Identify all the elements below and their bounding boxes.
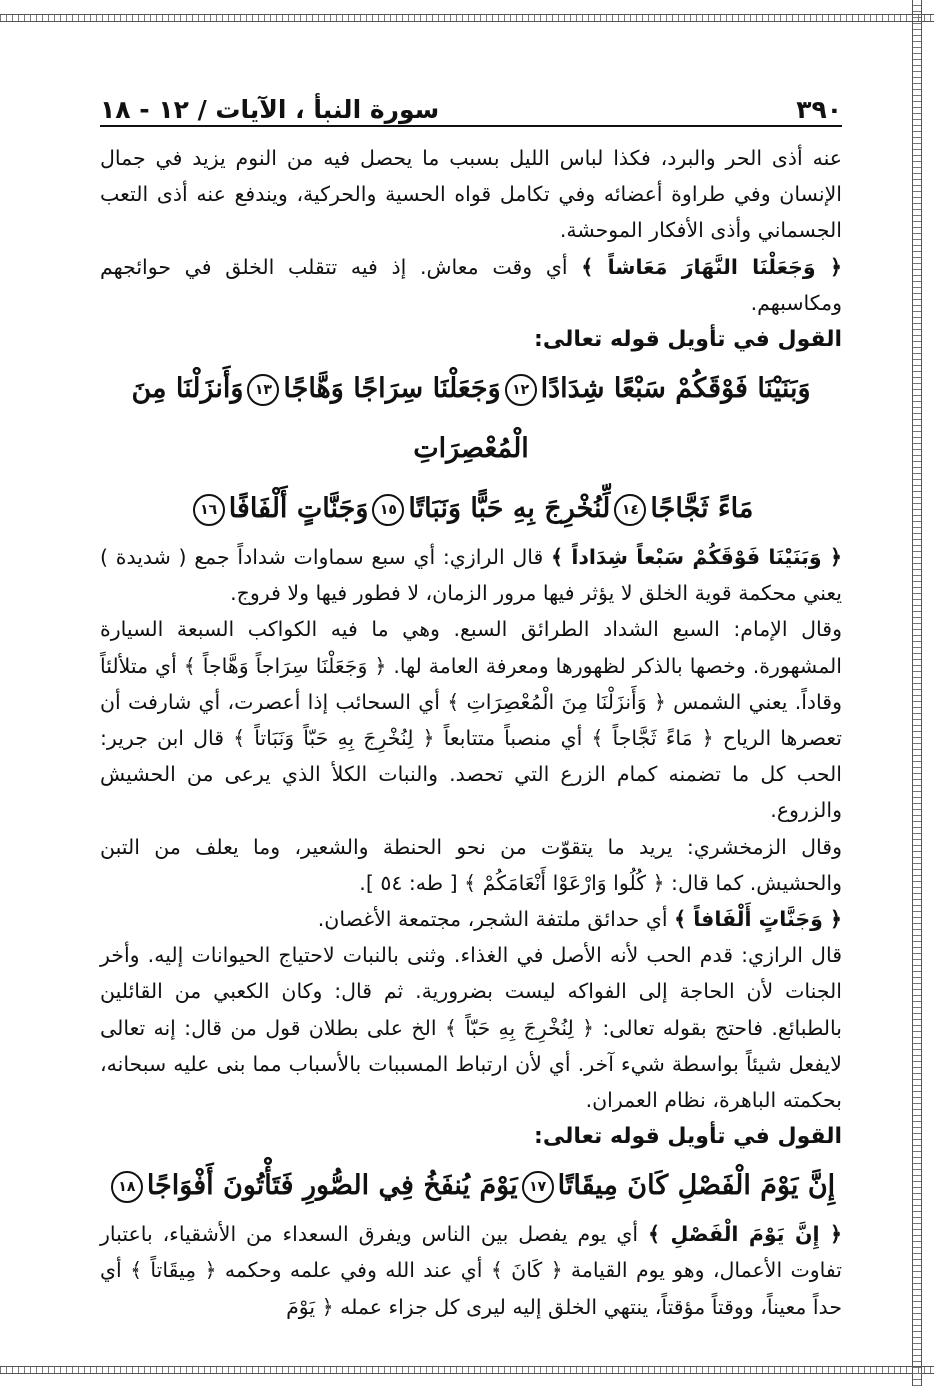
section-heading: القول في تأويل قوله تعالى: [534, 1124, 842, 1150]
paragraph [100, 1216, 842, 1325]
verse-text: وَجَعَلْنَا سِرَاجًا وَهَّاجًا [283, 373, 501, 405]
header-rule [100, 125, 842, 127]
page-body [100, 140, 842, 1325]
paragraph [100, 539, 842, 611]
page-header [100, 80, 842, 124]
top-ornamental-border [0, 0, 934, 34]
quoted-verse: ﴿ إِنَّ يَوْمَ الْفَصْلِ ﴾ [647, 1222, 842, 1247]
verse-text: وَبَنَيْنَا فَوْقَكُمْ سَبْعًا شِدَادًا [540, 373, 811, 405]
quoted-verse: ﴿ وَبَنَيْنَا فَوْقَكُمْ سَبْعاً شِدَاداً ﴾ [551, 545, 842, 570]
paragraph-text: أي وقت معاش. إذ فيه تتقلب الخلق في حوائجهم ومكاسبهم. [100, 254, 842, 315]
paragraph-text: أي يوم يفصل بين الناس ويفرق السعداء من الأشقياء، باعتبار تفاوت الأعمال، وهو يوم القيامة ﴿ كَانَ ﴾ أي عند الله وفي علمه وحكمه ﴿ مِيقَاتاً ﴾ أي حداً معيناً، ووقتاً مؤقتاً، ينتهي الخلق إليه ليرى كل جزاء عمله ﴿ يَوْمَ [100, 1222, 842, 1319]
verse-text: يَوْمَ يُنفَخُ فِي الصُّورِ فَتَأْتُونَ أَفْوَاجًا [146, 1170, 518, 1202]
verse-text: إِنَّ يَوْمَ الْفَصْلِ كَانَ مِيقَاتًا [557, 1170, 836, 1202]
ayah-number-marker: ١٨ [111, 1171, 143, 1203]
paragraph [100, 611, 842, 828]
paragraph-text: قال الرازي: قدم الحب لأنه الأصل في الغذاء. وثنى بالنبات لاحتياج الحيوانات إليه. وأخر الجنات لأن الحاجة إلى الفواكه ليست بضرورية. ثم قال: وكان الكعبي من القائلين بالطبائع. فاحتج بقوله تعالى: ﴿ لِنُخْرِجَ بِهِ حَبّاً ﴾ الخ على بطلان قول من قال: إنه تعالى لايفعل شيئاً بواسطة شيء آخر. أي لأن ارتباط المسببات بالأسباب مما بنى عليه سبحانه، بحكمته الباهرة، نظام العمران. [100, 943, 842, 1113]
verse-text: وَأَنزَلْنَا مِنَ الْمُعْصِرَاتِ [131, 373, 529, 465]
paragraph-text: وقال الإمام: السبع الشداد الطرائق السبع. وهي ما فيه الكواكب السبعة السيارة المشهورة. وخصها بالذكر لظهورها ومعرفة العامة لها. ﴿ وَجَعَلْنَا سِرَاجاً وَهَّاجاً ﴾ أي متلألئاً وقاداً. يعني الشمس ﴿ وَأَنزَلْنَا مِنَ الْمُعْصِرَاتِ ﴾ أي السحائب إذا أعصرت، أي شارفت أن تعصرها الرياح ﴿ مَاءً ثَجَّاجاً ﴾ أي منصباً متتابعاً ﴿ لِنُخْرِجَ بِهِ حَبّاً وَنَبَاتاً ﴾ قال ابن جرير: الحب كل ما تضمنه كمام الزرع التي تحصد. والنبات الكلأ الذي يرعى من الحشيش والزروع. [100, 617, 842, 823]
running-title: سورة النبأ ، الآيات / ١٢ - ١٨ [100, 95, 440, 124]
ayah-number-marker: ١٢ [505, 374, 537, 406]
quoted-verse: ﴿ وَجَعَلْنَا النَّهَارَ مَعَاشاً ﴾ [581, 254, 842, 279]
ayah-number-marker: ١٣ [247, 374, 279, 406]
ayah-number-marker: ١٥ [372, 494, 404, 526]
section-heading: القول في تأويل قوله تعالى: [534, 327, 842, 353]
ayah-number-marker: ١٤ [614, 494, 646, 526]
quran-verse-line [100, 479, 842, 539]
paragraph-text: أي حدائق ملتفة الشجر، مجتمعة الأغصان. [317, 907, 675, 932]
right-ornamental-border [900, 0, 934, 1386]
bottom-ornamental-border [0, 1352, 934, 1386]
quran-verse-line [100, 359, 842, 479]
paragraph-text: قال الرازي: أي سبع سماوات شداداً جمع ( شديدة ) يعني محكمة قوية الخلق لا يؤثر فيها مرور الزمان، لا فطور فيها ولا فروج. [100, 545, 842, 606]
paragraph [100, 937, 842, 1118]
paragraph [100, 901, 842, 937]
verse-text: مَاءً ثَجَّاجًا [650, 493, 754, 525]
quran-verse-line [100, 1156, 842, 1216]
quoted-verse: ﴿ وَجَنَّاتٍ أَلْفَافاً ﴾ [674, 907, 842, 932]
verse-text: وَجَنَّاتٍ أَلْفَافًا [228, 493, 369, 525]
paragraph-text: وقال الزمخشري: يريد ما يتقوّت من نحو الحنطة والشعير، وما يعلف من التبن والحشيش. كما قال: ﴿ كُلُوا وَارْعَوْا أَنْعَامَكُمْ ﴾ [ طه: ٥٤ ]. [100, 834, 842, 895]
ayah-number-marker: ١٦ [193, 494, 225, 526]
paragraph [100, 249, 842, 321]
ayah-number-marker: ١٧ [522, 1171, 554, 1203]
paragraph [100, 829, 842, 901]
verse-text: لِّنُخْرِجَ بِهِ حَبًّا وَنَبَاتًا [408, 493, 611, 525]
paragraph-text: عنه أذى الحر والبرد، فكذا لباس الليل بسبب ما يحصل فيه من النوم يزيد في جمال الإنسان وفي طراوة أعضائه وفي تكامل قواه الحسية والحركية، ويندفع عنه أذى التعب الجسماني وأذى الأفكار الموحشة. [100, 146, 842, 243]
paragraph [100, 140, 842, 249]
page-number: ٣٩٠ [796, 95, 842, 124]
